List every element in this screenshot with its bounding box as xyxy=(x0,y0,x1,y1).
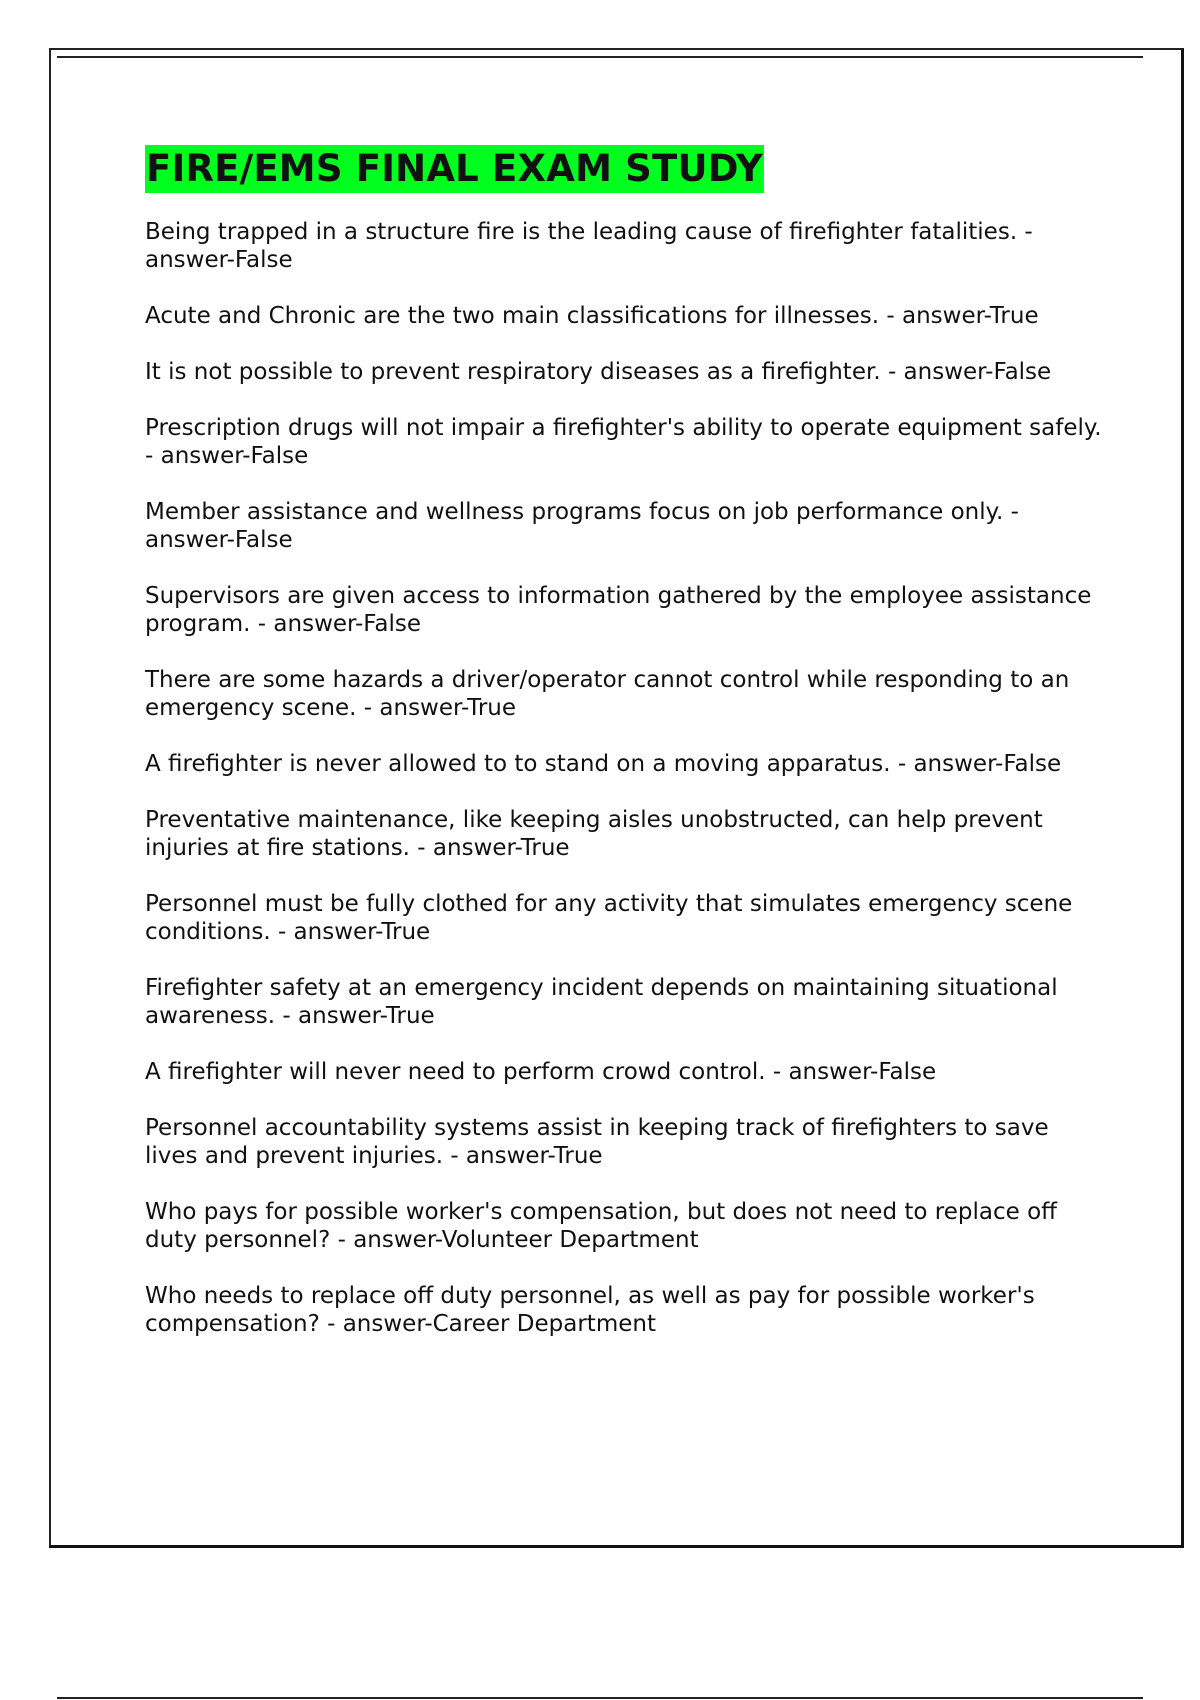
qa-item: Firefighter safety at an emergency incident depends on maintaining situational awareness. - answer-True xyxy=(145,975,1058,1029)
qa-item: There are some hazards a driver/operator cannot control while responding to an emergency scene. - answer-True xyxy=(145,667,1070,721)
qa-item: Being trapped in a structure fire is the leading cause of firefighter fatalities. - answer-False xyxy=(145,219,1033,273)
bottom-rule xyxy=(57,1697,1143,1699)
qa-item: A firefighter will never need to perform crowd control. - answer-False xyxy=(145,1059,937,1085)
qa-item: A firefighter is never allowed to to stand on a moving apparatus. - answer-False xyxy=(145,751,1062,777)
qa-list xyxy=(145,218,1105,1338)
qa-item: Personnel accountability systems assist in keeping track of firefighters to save lives and prevent injuries. - answer-True xyxy=(145,1115,1049,1169)
document-title: FIRE/EMS FINAL EXAM STUDY xyxy=(145,145,764,193)
top-rule xyxy=(57,56,1143,58)
qa-item: It is not possible to prevent respiratory diseases as a firefighter. - answer-False xyxy=(145,359,1052,385)
qa-item: Who needs to replace off duty personnel, as well as pay for possible worker's compensation? - answer-Career Department xyxy=(145,1283,1035,1337)
qa-item: Prescription drugs will not impair a firefighter's ability to operate equipment safely. - answer-False xyxy=(145,415,1102,469)
qa-item: Acute and Chronic are the two main classifications for illnesses. - answer-True xyxy=(145,303,1039,329)
qa-item: Personnel must be fully clothed for any activity that simulates emergency scene conditions. - answer-True xyxy=(145,891,1073,945)
qa-item: Who pays for possible worker's compensation, but does not need to replace off duty personnel? - answer-Volunteer Department xyxy=(145,1199,1057,1253)
qa-item: Preventative maintenance, like keeping aisles unobstructed, can help prevent injuries at fire stations. - answer-True xyxy=(145,807,1043,861)
qa-item: Member assistance and wellness programs focus on job performance only. - answer-False xyxy=(145,499,1019,553)
document-content xyxy=(145,145,1105,1366)
qa-item: Supervisors are given access to information gathered by the employee assistance program. - answer-False xyxy=(145,583,1092,637)
